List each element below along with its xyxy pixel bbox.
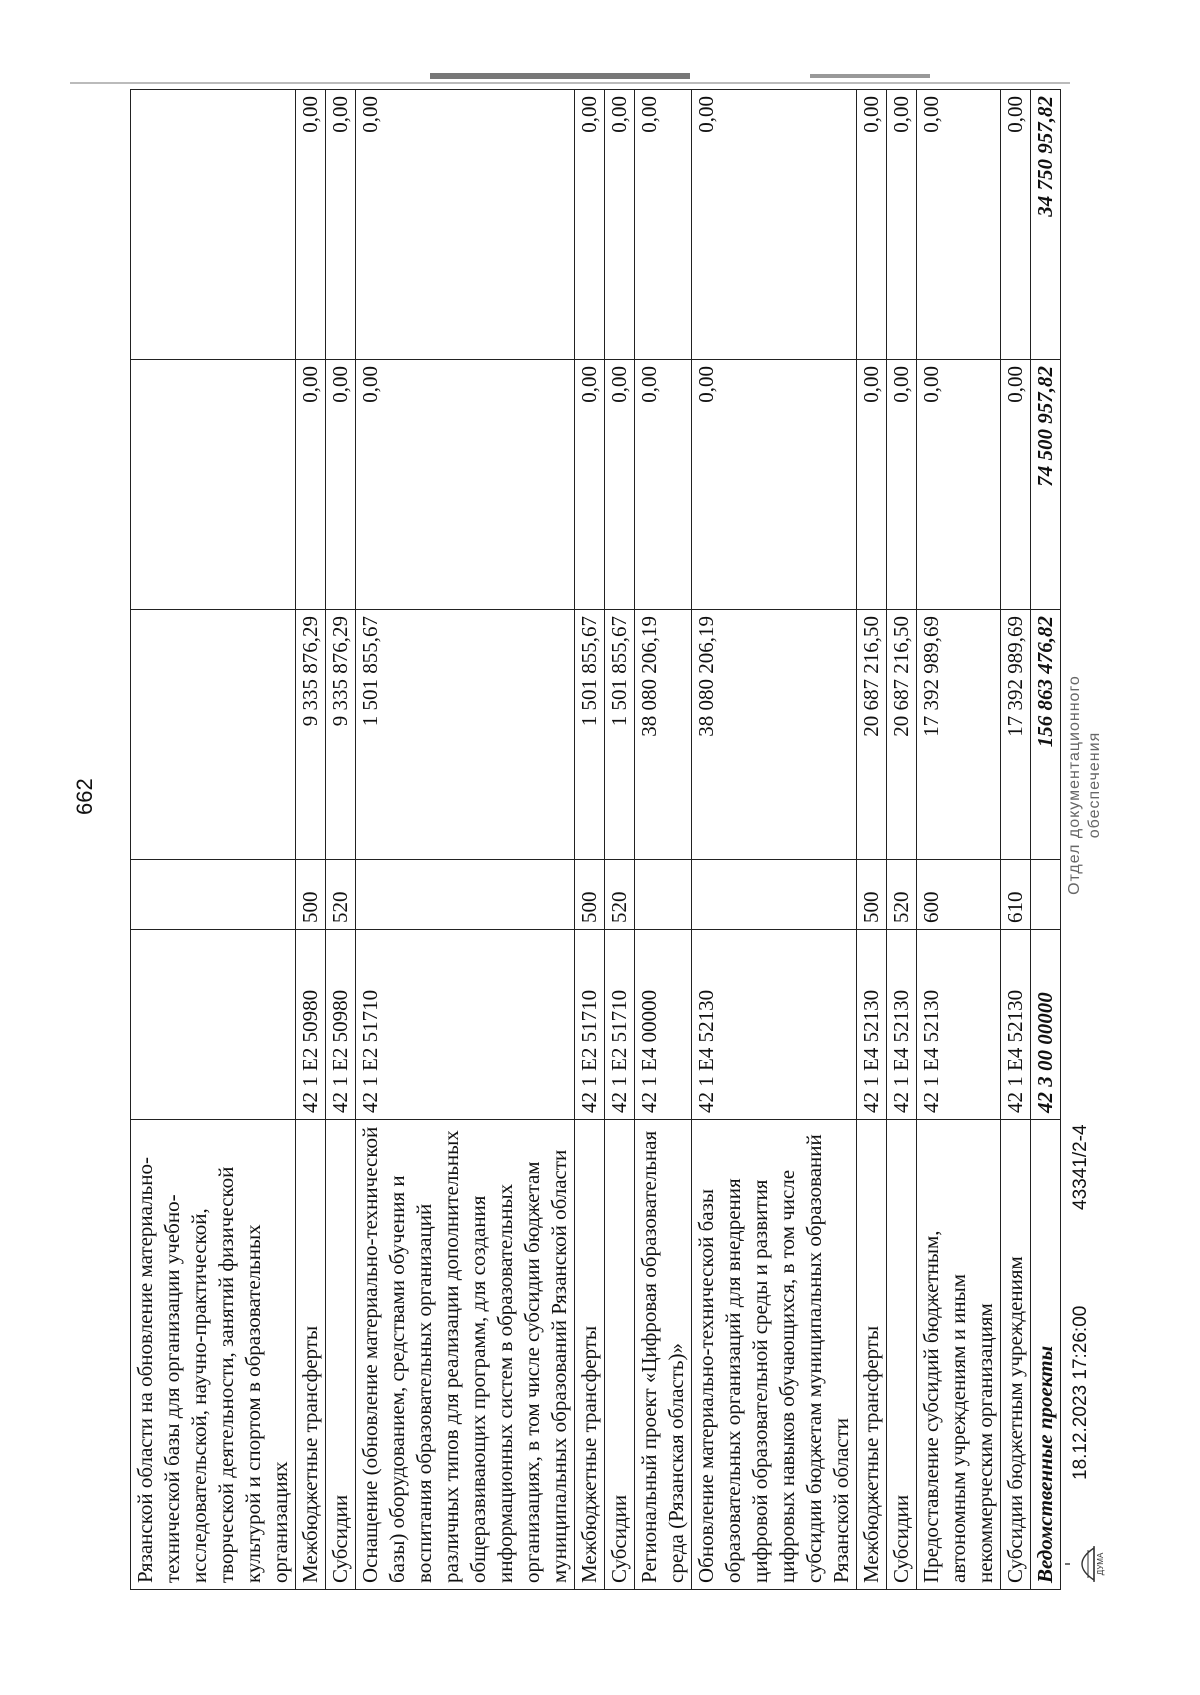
- cell-code: 42 1 E2 50980: [326, 930, 356, 1120]
- cell-sum1: 20 687 216,50: [887, 610, 917, 860]
- cell-sum2: [131, 360, 296, 610]
- page-number: 662: [72, 778, 97, 815]
- cell-sum3: 34 750 957,82: [1031, 90, 1061, 360]
- cell-sum1: 1 501 855,67: [356, 610, 575, 860]
- cell-type: 520: [887, 860, 917, 930]
- cell-type: 500: [857, 860, 887, 930]
- cell-type: 500: [296, 860, 326, 930]
- cell-code: 42 1 E4 52130: [1001, 930, 1031, 1120]
- cell-sum3: 0,00: [857, 90, 887, 360]
- cell-sum3: 0,00: [356, 90, 575, 360]
- cell-sum2: 0,00: [857, 360, 887, 610]
- stamp-line1: Отдел документационного: [1066, 675, 1083, 895]
- cell-sum2: 0,00: [692, 360, 857, 610]
- cell-name: Межбюджетные трансферты: [857, 1120, 887, 1590]
- table-row: [605, 90, 635, 1590]
- cell-code: 42 1 E4 52130: [857, 930, 887, 1120]
- table-row: [356, 90, 575, 1590]
- cell-sum3: 0,00: [692, 90, 857, 360]
- table-row: [887, 90, 917, 1590]
- cell-sum3: 0,00: [575, 90, 605, 360]
- cell-sum2: 0,00: [1001, 360, 1031, 610]
- svg-text:ДУМА: ДУМА: [1096, 1552, 1105, 1576]
- table-row: [296, 90, 326, 1590]
- cell-name: Оснащение (обновление материально-технической базы) оборудованием, средствами обучения и воспитания образовательных организаций различных типов для реализации дополнительных общеразвивающих программ, для создания информационных систем в образовательных организациях, в том числе субсидии бюджетам муниципальных образований Рязанской области: [356, 1120, 575, 1590]
- cell-name: Межбюджетные трансферты: [296, 1120, 326, 1590]
- cell-type: [131, 860, 296, 930]
- page-footer: [1070, 190, 1110, 1590]
- cell-name: Рязанской области на обновление материально-технической базы для организации учебно-исследовательской, научно-практической, творческой деятельности, занятий физической культурой и спортом в образовательных организациях: [131, 1120, 296, 1590]
- cell-sum3: 0,00: [917, 90, 1001, 360]
- cell-sum2: 0,00: [356, 360, 575, 610]
- cell-sum1: 17 392 989,69: [1001, 610, 1031, 860]
- cell-name: Предоставление субсидий бюджетным, автономным учреждениям и иным некоммерческим организациям: [917, 1120, 1001, 1590]
- cell-sum2: 0,00: [575, 360, 605, 610]
- cell-code: 42 1 E2 51710: [575, 930, 605, 1120]
- cell-sum2: 0,00: [635, 360, 692, 610]
- cell-sum1: 1 501 855,67: [575, 610, 605, 860]
- table-row: [917, 90, 1001, 1590]
- footer-date: 18.12.2023 17:26:00: [1070, 1305, 1091, 1480]
- cell-sum2: 74 500 957,82: [1031, 360, 1061, 610]
- cell-code: 42 3 00 00000: [1031, 930, 1061, 1120]
- cell-name: Межбюджетные трансферты: [575, 1120, 605, 1590]
- cell-type: 520: [326, 860, 356, 930]
- table-row: [857, 90, 887, 1590]
- table-row: [692, 90, 857, 1590]
- cell-sum1: 9 335 876,29: [296, 610, 326, 860]
- budget-table: [130, 89, 1061, 1590]
- cell-sum1: 38 080 206,19: [635, 610, 692, 860]
- total-row: [1031, 90, 1061, 1590]
- cell-name: Субсидии: [326, 1120, 356, 1590]
- scan-edge-artifact: [50, 70, 1090, 88]
- cell-code: 42 1 E2 51710: [605, 930, 635, 1120]
- cell-type: [692, 860, 857, 930]
- cell-sum2: 0,00: [605, 360, 635, 610]
- cell-sum3: 0,00: [605, 90, 635, 360]
- cell-sum2: 0,00: [887, 360, 917, 610]
- cell-sum1: 20 687 216,50: [857, 610, 887, 860]
- table-row: [1001, 90, 1031, 1590]
- cell-sum1: 38 080 206,19: [692, 610, 857, 860]
- cell-sum1: 1 501 855,67: [605, 610, 635, 860]
- table-row: [131, 90, 296, 1590]
- cell-sum3: [131, 90, 296, 360]
- cell-type: [635, 860, 692, 930]
- cell-type: 610: [1001, 860, 1031, 930]
- cell-sum1: 9 335 876,29: [326, 610, 356, 860]
- cell-name: Региональный проект «Цифровая образовательная среда (Рязанская область)»: [635, 1120, 692, 1590]
- cell-name: Субсидии: [605, 1120, 635, 1590]
- cell-name: Субсидии: [887, 1120, 917, 1590]
- cell-sum3: 0,00: [635, 90, 692, 360]
- cell-sum1: [131, 610, 296, 860]
- cell-code: 42 1 E4 52130: [917, 930, 1001, 1120]
- cell-sum1: 17 392 989,69: [917, 610, 1001, 860]
- cell-type: 520: [605, 860, 635, 930]
- cell-code: 42 1 E4 52130: [692, 930, 857, 1120]
- stamp-line2: обеспечения: [1086, 731, 1103, 839]
- cell-type: [1031, 860, 1061, 930]
- rotated-page: [50, 70, 1105, 1610]
- cell-sum3: 0,00: [296, 90, 326, 360]
- cell-sum3: 0,00: [1001, 90, 1031, 360]
- duma-logo-icon: [1064, 1538, 1104, 1590]
- cell-type: 500: [575, 860, 605, 930]
- cell-sum3: 0,00: [326, 90, 356, 360]
- cell-name: Обновление материально-технической базы образовательных организаций для внедрения цифровой образовательной среды и развития цифровых навыков обучающихся, в том числе субсидии бюджетам муниципальных образований Рязанской области: [692, 1120, 857, 1590]
- cell-code: 42 1 E4 00000: [635, 930, 692, 1120]
- cell-sum1: 156 863 476,82: [1031, 610, 1061, 860]
- table-row: [575, 90, 605, 1590]
- cell-code: 42 1 E2 50980: [296, 930, 326, 1120]
- cell-code: [131, 930, 296, 1120]
- cell-sum3: 0,00: [887, 90, 917, 360]
- cell-type: [356, 860, 575, 930]
- cell-sum2: 0,00: [326, 360, 356, 610]
- table-row: [635, 90, 692, 1590]
- cell-name: Ведомственные проекты: [1031, 1120, 1061, 1590]
- footer-doc-code: 43341/2-4: [1070, 1124, 1091, 1210]
- cell-code: 42 1 E2 51710: [356, 930, 575, 1120]
- table-row: [326, 90, 356, 1590]
- cell-code: 42 1 E4 52130: [887, 930, 917, 1120]
- cell-name: Субсидии бюджетным учреждениям: [1001, 1120, 1031, 1590]
- cell-sum2: 0,00: [917, 360, 1001, 610]
- cell-type: 600: [917, 860, 1001, 930]
- cell-sum2: 0,00: [296, 360, 326, 610]
